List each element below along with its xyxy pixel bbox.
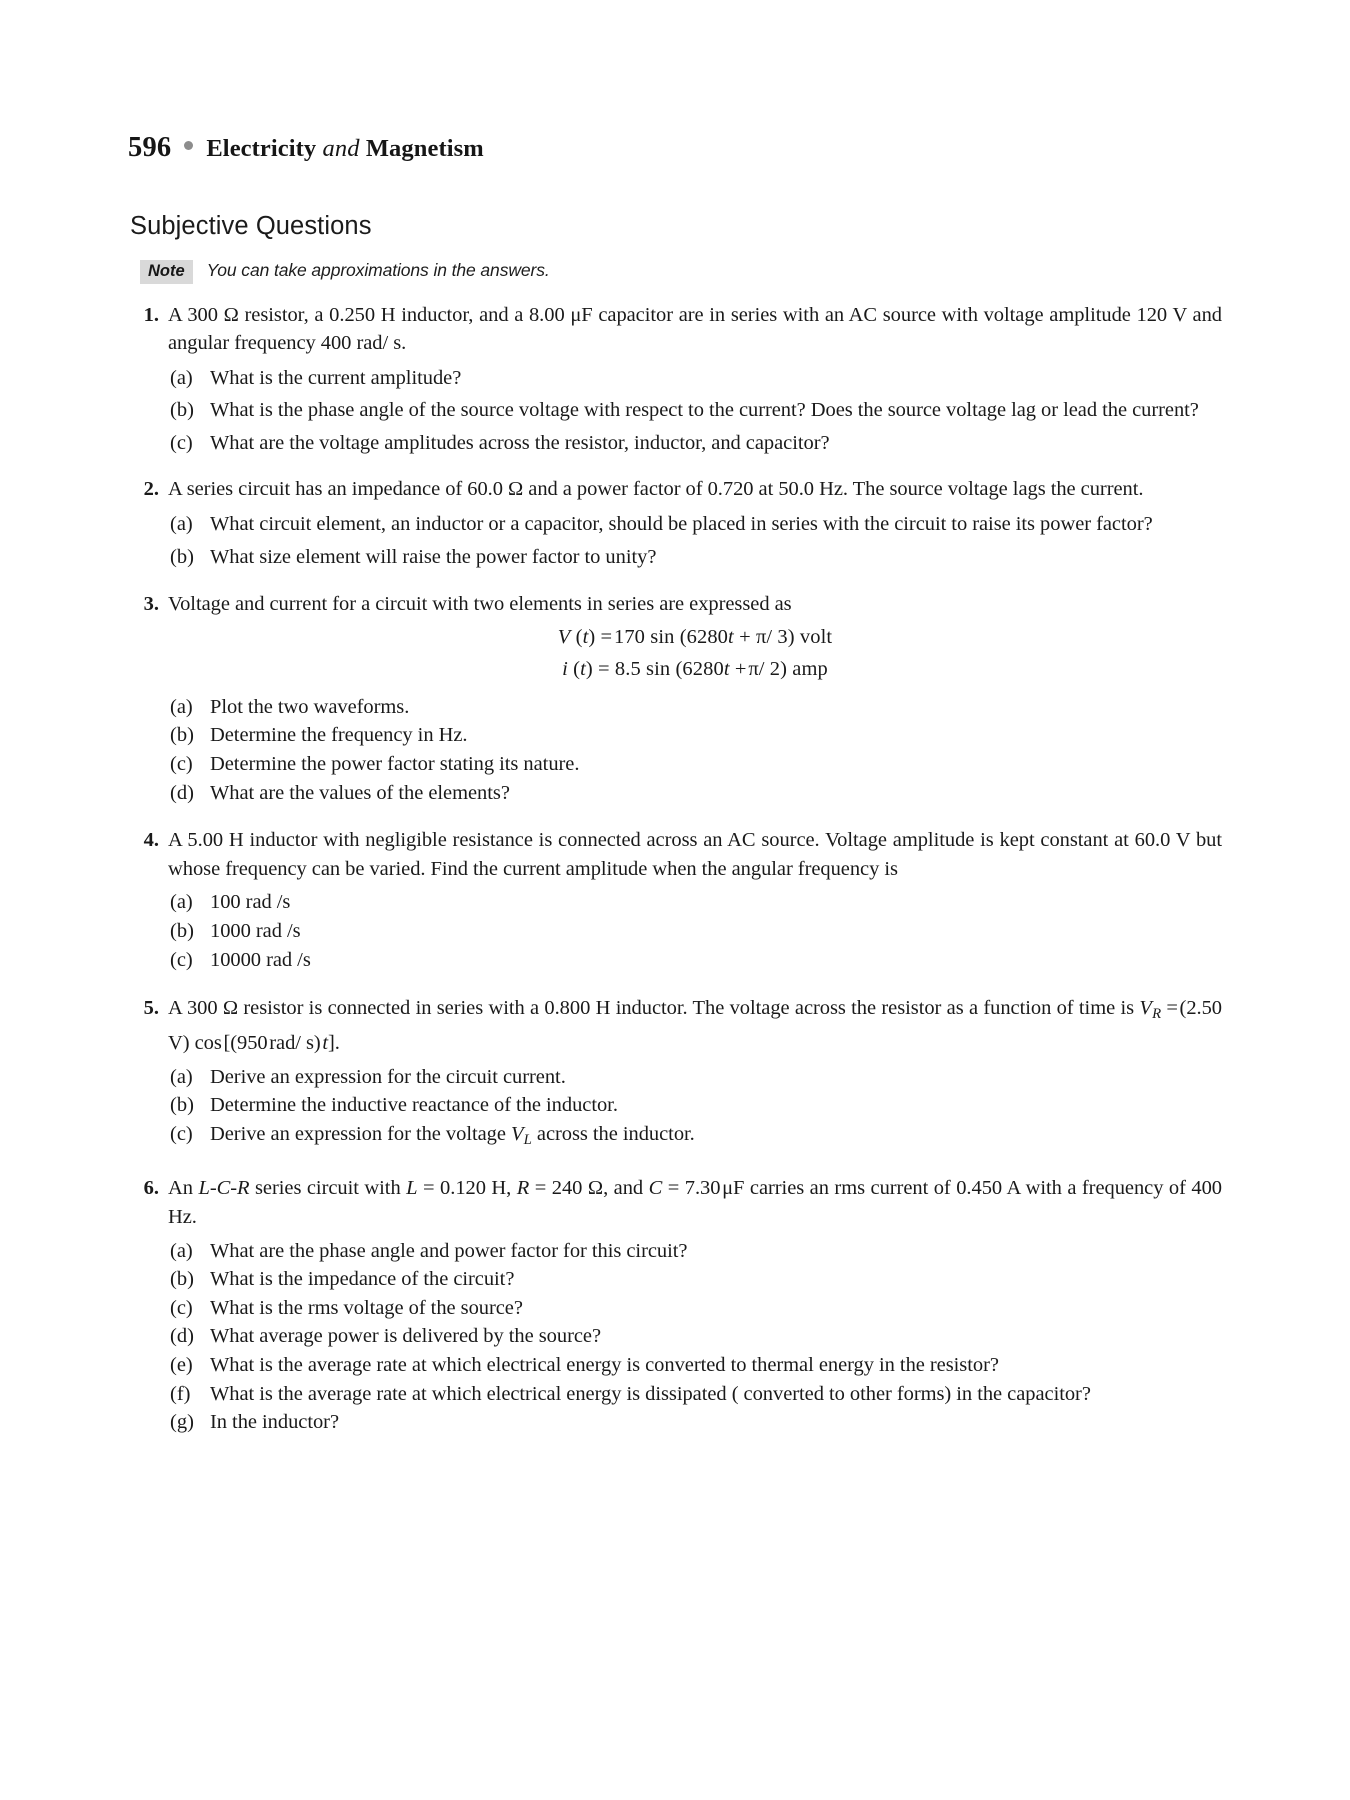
subitem [168,1380,1222,1409]
subitem-text: What is the impedance of the circuit? [210,1268,515,1291]
subitem-text: What is the average rate at which electrical energy is dissipated ( converted to other forms) in the capacitor? [210,1382,1091,1405]
subitem [168,429,1222,458]
question-5 [128,994,1222,1154]
question-1 [128,301,1222,458]
note-row [140,260,1222,284]
subitem [168,888,1222,917]
subitem-label: (b) [170,920,194,942]
subitem-label: (d) [170,1325,194,1348]
subitem [168,1408,1222,1437]
subitem-text: In the inductor? [210,1411,339,1434]
subitem-label: (a) [170,695,193,718]
question-number: 6. [143,1177,159,1200]
subitem [168,364,1222,393]
subitem-label: (b) [170,724,194,747]
subitem-text: 10000 rad /s [210,948,311,971]
subitem-label: (a) [170,1065,193,1088]
subitem-list [168,364,1222,458]
subitem-text: What are the values of the elements? [210,781,510,804]
subitem-list [168,1063,1222,1155]
subitem-label: (c) [170,948,193,971]
equation-current: i (t) = 8.5 sin (6280t + π/ 2) amp [562,657,828,680]
subitem-text: Derive an expression for the voltage $V_L$ across the inductor. [210,1122,695,1148]
question-stem: A 300 Ω resistor, a 0.250 H inductor, and a 8.00 μF capacitor are in series with an AC source with voltage amplitude 120 V and angular frequency 400 rad/ s. [168,303,1222,355]
subitem [168,1351,1222,1380]
subitem-text: What circuit element, an inductor or a capacitor, should be placed in series with the circuit to raise its power factor? [210,513,1153,536]
subitem-label: (a) [170,1239,193,1262]
question-3 [128,590,1222,807]
question-number: 1. [143,303,159,326]
subitem-text: Plot the two waveforms. [210,695,410,718]
question-stem: A 300 Ω resistor is connected in series with a 0.800 H inductor. The voltage across the resistor as a function of time is $V_R$ = (2.50 V) cos [(950 rad/ s) t]. [168,997,1222,1054]
question-stem: An L-C-R series circuit with L = 0.120 H, R = 240 Ω, and C = 7.30 μF carries an rms current of 0.450 A with a frequency of 400 Hz. [168,1177,1222,1228]
subitem-text: What is the average rate at which electrical energy is converted to thermal energy in the resistor? [210,1353,999,1376]
subitem [168,917,1222,946]
question-stem: A 5.00 H inductor with negligible resistance is connected across an AC source. Voltage amplitude is kept constant at 60.0 V but whose frequency can be varied. Find the current amplitude when the angular frequency is [168,829,1222,880]
equation-voltage: V (t) = 170 sin (6280t + π/ 3) volt [557,625,833,648]
subitem-label: (a) [170,366,193,389]
question-4 [128,826,1222,974]
subitem [168,1120,1222,1155]
question-number: 2. [143,478,159,501]
subitem-text: What average power is delivered by the source? [210,1325,602,1348]
book-title-and: and [322,135,360,162]
subitem-label: (b) [170,1268,194,1291]
question-list [128,301,1222,1437]
section-heading: Subjective Questions [130,212,372,240]
book-title-part2: Magnetism [365,135,484,162]
subitem [168,1091,1222,1120]
subitem [168,779,1222,808]
page-number: 596 [128,132,172,163]
subitem [168,510,1222,539]
subitem-text: What is the current amplitude? [210,366,462,389]
note-text: You can take approximations in the answers. [206,260,550,280]
subitem [168,1265,1222,1294]
subitem [168,1294,1222,1323]
subitem-label: (f) [170,1382,191,1405]
subitem-text: What is the rms voltage of the source? [210,1296,523,1319]
book-title [206,135,483,163]
subitem [168,750,1222,779]
subitem-text: What is the phase angle of the source voltage with respect to the current? Does the source voltage lag or lead the current? [210,399,1199,422]
subitem-list [168,510,1222,571]
subitem-label: (d) [170,781,194,804]
subitem [168,693,1222,722]
question-stem: A series circuit has an impedance of 60.0 Ω and a power factor of 0.720 at 50.0 Hz. The source voltage lags the current. [168,478,1144,501]
subitem-label: (a) [170,513,193,536]
subitem-label: (b) [170,1094,194,1117]
subitem [168,721,1222,750]
subitem-label: (c) [170,753,193,776]
subitem [168,946,1222,975]
note-badge: Note [140,260,193,284]
subitem-label: (a) [170,891,193,914]
book-title-part1: Electricity [206,135,317,162]
subitem-text: 1000 rad /s [210,920,301,942]
question-number: 5. [143,997,159,1020]
subitem [168,1237,1222,1266]
bullet-dot-icon [184,141,193,150]
subitem-text: 100 rad /s [210,891,291,914]
question-stem: Voltage and current for a circuit with two elements in series are expressed as [168,593,792,616]
subitem [168,1063,1222,1092]
subitem-list [168,888,1222,974]
question-6 [128,1174,1222,1436]
subitem-label: (c) [170,1296,193,1319]
subitem-list [168,693,1222,807]
subitem-text: What are the voltage amplitudes across the resistor, inductor, and capacitor? [210,431,830,454]
subitem-text: Determine the frequency in Hz. [210,724,468,747]
subitem-label: (b) [170,545,194,568]
subitem-label: (c) [170,1122,193,1145]
question-number: 4. [143,829,159,852]
subitem-text: Determine the power factor stating its nature. [210,753,580,776]
subitem [168,543,1222,572]
subitem-text: Derive an expression for the circuit current. [210,1065,566,1088]
running-head [128,132,1222,164]
subitem-label: (e) [170,1353,193,1376]
question-2 [128,475,1222,571]
subitem-label: (g) [170,1411,194,1434]
subitem-text: Determine the inductive reactance of the inductor. [210,1094,618,1117]
subitem-label: (b) [170,399,194,422]
subitem-text: What size element will raise the power factor to unity? [210,545,657,568]
subitem-list [168,1237,1222,1437]
subitem-text: What are the phase angle and power factor for this circuit? [210,1239,688,1262]
subitem [168,1322,1222,1351]
question-number: 3. [143,593,159,616]
subitem [168,396,1222,425]
subitem-label: (c) [170,431,193,454]
